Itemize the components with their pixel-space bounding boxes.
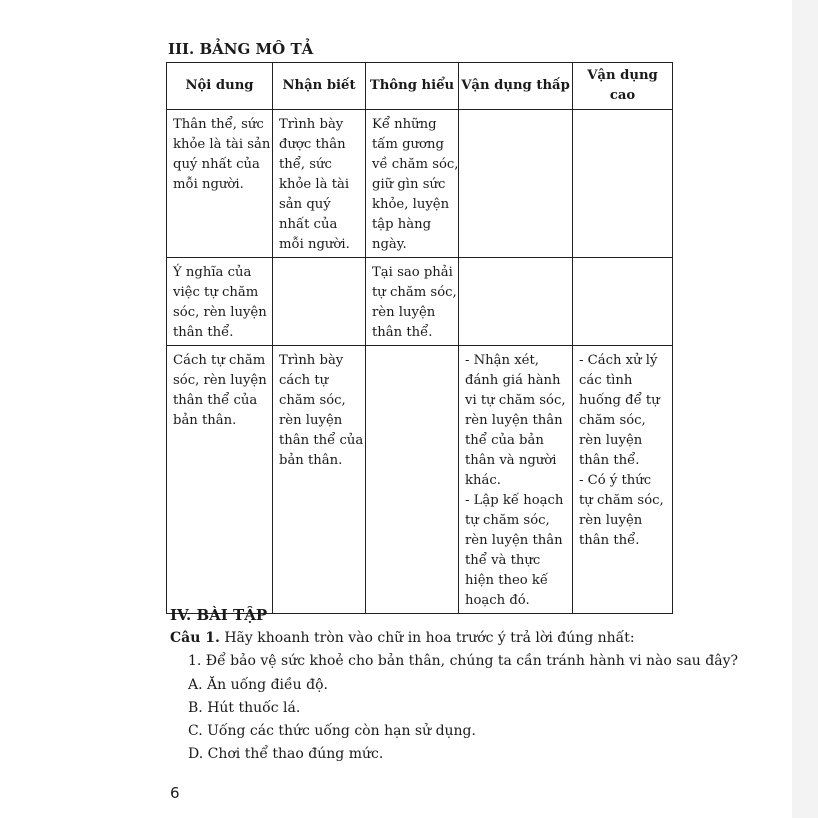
- table-cell: [573, 346, 673, 614]
- cell-text-line: sóc, rèn luyện: [173, 373, 267, 388]
- table-cell: [366, 346, 459, 614]
- cell-text-line: hoạch đó.: [465, 593, 530, 608]
- cell-text-line: quý nhất của: [173, 157, 260, 172]
- cell-text-line: rèn luyện thân: [465, 533, 563, 548]
- cell-text-line: rèn luyện: [279, 413, 343, 428]
- column-header: Thông hiểu: [366, 63, 459, 110]
- table-cell: [459, 346, 573, 614]
- section-3-title: III. BẢNG MÔ TẢ: [168, 40, 314, 58]
- option-c: C. Uống các thức uống còn hạn sử dụng.: [188, 723, 476, 739]
- table-cell: [573, 110, 673, 258]
- cell-text-line: thể và thực: [465, 553, 541, 568]
- table-row: [167, 110, 673, 258]
- question-1: [170, 630, 635, 646]
- table-cell: [459, 258, 573, 346]
- page-edge: [792, 0, 818, 818]
- cell-text-line: việc tự chăm: [173, 285, 259, 300]
- cell-text-line: - Cách xử lý: [579, 353, 658, 368]
- description-table: [166, 62, 673, 614]
- cell-text-line: chăm sóc,: [279, 393, 346, 408]
- table-cell: [273, 258, 366, 346]
- question-label: Câu 1.: [170, 630, 220, 646]
- cell-text-line: Trình bày: [279, 353, 344, 368]
- cell-text-line: tấm gương: [372, 137, 444, 152]
- table-cell: [273, 346, 366, 614]
- cell-text-line: rèn luyện: [579, 513, 643, 528]
- cell-text-line: ngày.: [372, 237, 407, 252]
- cell-text-line: rèn luyện thân: [465, 413, 563, 428]
- cell-text-line: về chăm sóc,: [372, 157, 459, 172]
- cell-text-line: Cách tự chăm: [173, 353, 266, 368]
- cell-text-line: sóc, rèn luyện: [173, 305, 267, 320]
- cell-text-line: các tình: [579, 373, 633, 388]
- cell-text-line: khỏe, luyện: [372, 197, 450, 212]
- cell-text-line: thể của bản: [465, 433, 544, 448]
- cell-text-line: Ý nghĩa của: [173, 265, 252, 280]
- table-cell: [167, 258, 273, 346]
- cell-text-line: sản quý: [279, 197, 331, 212]
- table-header-row: [167, 63, 673, 110]
- cell-text-line: khỏe là tài: [279, 177, 350, 192]
- cell-text-line: - Có ý thức: [579, 473, 652, 488]
- cell-text-line: thân thể.: [372, 325, 433, 340]
- cell-text-line: hiện theo kế: [465, 573, 549, 588]
- cell-text-line: tự chăm sóc,: [465, 513, 550, 528]
- cell-text-line: - Nhận xét,: [465, 353, 539, 368]
- cell-text-line: Tại sao phải: [372, 265, 453, 280]
- cell-text-line: được thân: [279, 137, 346, 152]
- table-cell: [459, 110, 573, 258]
- cell-text-line: thân thể.: [173, 325, 234, 340]
- cell-text-line: rèn luyện: [579, 433, 643, 448]
- column-header: Nhận biết: [273, 63, 366, 110]
- cell-text-line: khỏe là tài sản: [173, 137, 271, 152]
- cell-text-line: - Lập kế hoạch: [465, 493, 564, 508]
- cell-text-line: chăm sóc,: [579, 413, 646, 428]
- table-cell: [167, 346, 273, 614]
- option-a: A. Ăn uống điều độ.: [188, 677, 328, 693]
- page-number: 6: [170, 784, 180, 802]
- cell-text-line: tập hàng: [372, 217, 432, 232]
- cell-text-line: tự chăm sóc,: [372, 285, 457, 300]
- question-instruction: Hãy khoanh tròn vào chữ in hoa trước ý trả lời đúng nhất:: [224, 630, 635, 646]
- cell-text-line: bản thân.: [279, 453, 343, 468]
- column-header: Nội dung: [167, 63, 273, 110]
- cell-text-line: mỗi người.: [279, 237, 350, 252]
- cell-text-line: vi tự chăm sóc,: [465, 393, 566, 408]
- table-row: [167, 346, 673, 614]
- table-cell: [366, 258, 459, 346]
- cell-text-line: thể, sức: [279, 157, 332, 172]
- cell-text-line: bản thân.: [173, 413, 237, 428]
- cell-text-line: thân thể của: [279, 433, 364, 448]
- cell-text-line: cách tự: [279, 373, 329, 388]
- table-cell: [273, 110, 366, 258]
- cell-text-line: thân và người: [465, 453, 557, 468]
- cell-text-line: Kể những: [372, 117, 437, 132]
- section-4-title: IV. BÀI TẬP: [170, 606, 268, 624]
- cell-text-line: mỗi người.: [173, 177, 244, 192]
- column-header: Vận dụng cao: [573, 63, 673, 110]
- column-header: Vận dụng thấp: [459, 63, 573, 110]
- cell-text-line: rèn luyện: [372, 305, 436, 320]
- cell-text-line: huống để tự: [579, 393, 660, 408]
- cell-text-line: thân thể.: [579, 533, 640, 548]
- cell-text-line: nhất của: [279, 217, 338, 232]
- cell-text-line: giữ gìn sức: [372, 177, 446, 192]
- table-cell: [167, 110, 273, 258]
- option-b: B. Hút thuốc lá.: [188, 700, 301, 716]
- cell-text-line: tự chăm sóc,: [579, 493, 664, 508]
- cell-text-line: thân thể của: [173, 393, 258, 408]
- table-cell: [366, 110, 459, 258]
- cell-text-line: thân thể.: [579, 453, 640, 468]
- cell-text-line: khác.: [465, 473, 501, 488]
- table-row: [167, 258, 673, 346]
- cell-text-line: đánh giá hành: [465, 373, 561, 388]
- option-d: D. Chơi thể thao đúng mức.: [188, 746, 384, 762]
- cell-text-line: Trình bày: [279, 117, 344, 132]
- question-item: 1. Để bảo vệ sức khoẻ cho bản thân, chúng ta cần tránh hành vi nào sau đây?: [188, 653, 738, 669]
- cell-text-line: Thân thể, sức: [173, 117, 264, 132]
- table-cell: [573, 258, 673, 346]
